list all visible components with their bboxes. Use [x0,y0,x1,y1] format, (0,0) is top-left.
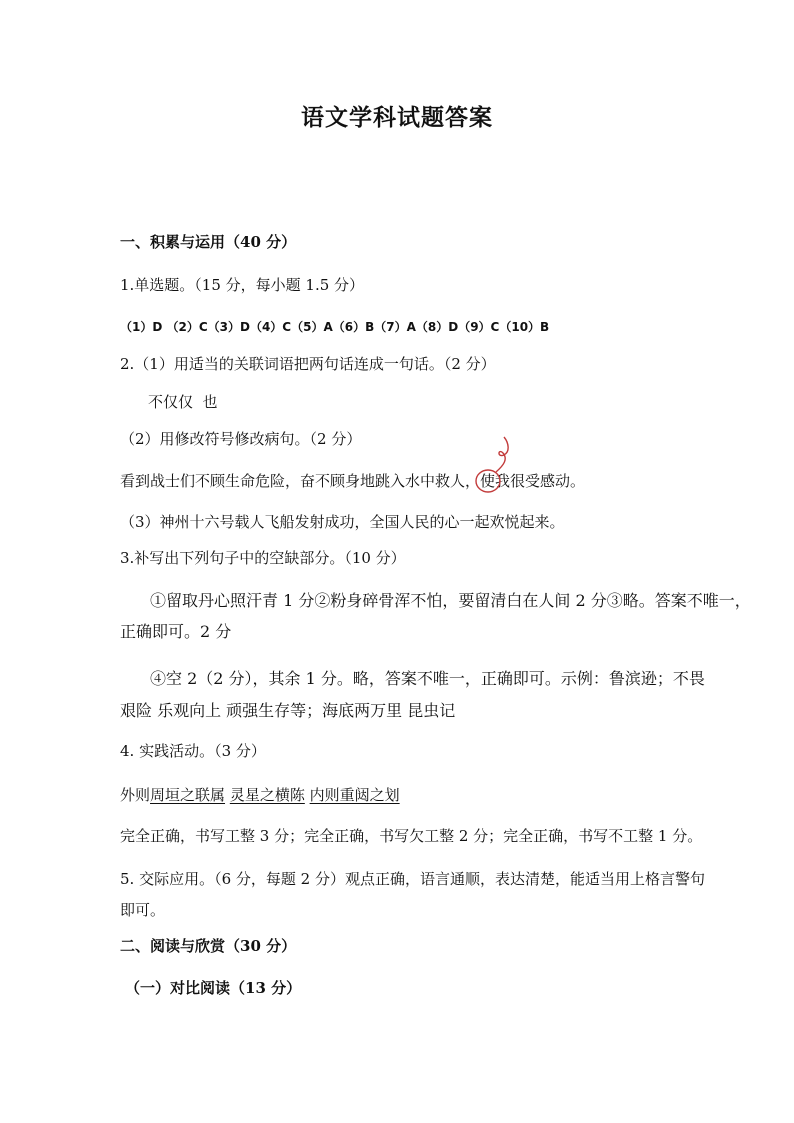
question-3-line-2: 正确即可。2 分 [120,622,232,641]
question-1-label: 1.单选题。（15 分，每小题 1.5 分） [120,276,365,294]
question-3-line-3: ④空 2（2 分），其余 1 分。略，答案不唯一，正确即可。示例：鲁滨逊；不畏 [150,669,705,688]
corrected-sentence [120,471,585,491]
deleted-character [480,471,495,491]
question-2-answer-1: 不仅仅 也 [148,393,218,411]
question-2-sub-3: （3）神州十六号载人飞船发射成功，全国人民的心一起欢悦起来。 [120,513,565,531]
question-2-sub-2: （2）用修改符号修改病句。（2 分） [120,430,362,448]
deletion-loop [496,437,508,472]
corrected-sentence-after: 我很受感动。 [495,472,586,490]
question-4-scoring: 完全正确，书写工整 3 分；完全正确，书写欠工整 2 分；完全正确，书写不工整 1 分。 [120,827,703,845]
question-5-line-2: 即可。 [120,901,166,919]
question-2-label: 2.（1）用适当的关联词语把两句话连成一句话。（2 分） [120,355,496,373]
question-4-answer-prefix: 外则 [120,786,151,804]
section-heading-part1: 一、积累与运用（40 分） [120,233,297,251]
question-3-label: 3.补写出下列句子中的空缺部分。（10 分） [120,549,406,567]
question-4-answer-part-3: 内则重闼之划 [309,786,400,804]
question-5-line-1: 5. 交际应用。（6 分，每题 2 分）观点正确，语言通顺，表达清楚，能适当用上格言警句 [120,870,705,888]
subsection-heading-comparative-reading: （一）对比阅读（13 分） [125,979,302,997]
question-4-answer-part-2: 灵星之横陈 [229,786,305,804]
question-1-answers: （1）D （2）C（3）D（4）C（5）A（6）B（7）A（8）D（9）C（10）B [120,320,550,334]
deleted-character-text: 使 [480,472,496,490]
question-3-line-1: ①留取丹心照汗青 1 分②粉身碎骨浑不怕，要留清白在人间 2 分③略。答案不唯一， [150,591,751,610]
section-heading-part2: 二、阅读与欣赏（30 分） [120,937,297,955]
question-3-line-4: 艰险 乐观向上 顽强生存等；海底两万里 昆虫记 [120,701,456,720]
question-4-answer-part-1: 周垣之联属 [150,786,226,804]
question-4-label: 4. 实践活动。（3 分） [120,742,266,760]
corrected-sentence-before: 看到战士们不顾生命危险，奋不顾身地跳入水中救人， [120,472,481,490]
question-4-answer [120,785,400,805]
page-title: 语文学科试题答案 [301,104,493,131]
